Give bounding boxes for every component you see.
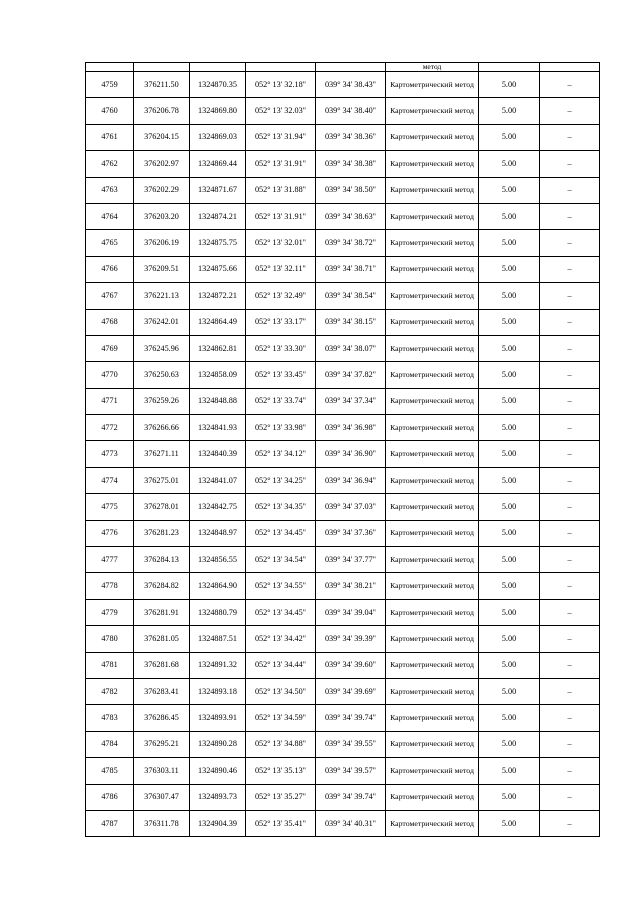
cell-empty xyxy=(540,63,600,72)
cell-x: 376203.20 xyxy=(134,203,190,229)
cell-point-number: 4774 xyxy=(86,467,134,493)
cell-point-number: 4759 xyxy=(86,72,134,98)
cell-longitude: 039° 34' 36.90" xyxy=(316,441,386,467)
cell-point-number: 4770 xyxy=(86,362,134,388)
cell-latitude: 052° 13' 34.12" xyxy=(246,441,316,467)
table-row xyxy=(86,283,600,309)
cell-method: Картометрический метод xyxy=(386,626,479,652)
cell-latitude: 052° 13' 35.13" xyxy=(246,758,316,784)
cell-latitude: 052° 13' 33.98" xyxy=(246,415,316,441)
cell-latitude: 052° 13' 33.17" xyxy=(246,309,316,335)
cell-y: 1324871.67 xyxy=(190,177,246,203)
cell-dash: – xyxy=(540,599,600,625)
cell-latitude: 052° 13' 33.30" xyxy=(246,335,316,361)
table-row xyxy=(86,731,600,757)
cell-method: Картометрический метод xyxy=(386,362,479,388)
cell-x: 376311.78 xyxy=(134,810,190,836)
cell-method: Картометрический метод xyxy=(386,758,479,784)
cell-latitude: 052° 13' 31.91" xyxy=(246,203,316,229)
cell-longitude: 039° 34' 38.63" xyxy=(316,203,386,229)
cell-x: 376281.68 xyxy=(134,652,190,678)
cell-latitude: 052° 13' 34.54" xyxy=(246,547,316,573)
cell-latitude: 052° 13' 33.74" xyxy=(246,388,316,414)
cell-point-number: 4762 xyxy=(86,151,134,177)
cell-dash: – xyxy=(540,678,600,704)
cell-x: 376250.63 xyxy=(134,362,190,388)
cell-x: 376295.21 xyxy=(134,731,190,757)
cell-empty xyxy=(190,63,246,72)
cell-point-number: 4775 xyxy=(86,494,134,520)
table-body xyxy=(86,63,600,837)
cell-y: 1324875.75 xyxy=(190,230,246,256)
cell-dash: – xyxy=(540,626,600,652)
cell-latitude: 052° 13' 34.42" xyxy=(246,626,316,652)
cell-dash: – xyxy=(540,441,600,467)
cell-latitude: 052° 13' 32.49" xyxy=(246,283,316,309)
cell-x: 376202.29 xyxy=(134,177,190,203)
cell-dash: – xyxy=(540,72,600,98)
cell-x: 376284.13 xyxy=(134,547,190,573)
table-row xyxy=(86,203,600,229)
cell-point-number: 4760 xyxy=(86,98,134,124)
table-row xyxy=(86,441,600,467)
table-row xyxy=(86,124,600,150)
cell-y: 1324864.90 xyxy=(190,573,246,599)
cell-longitude: 039° 34' 38.36" xyxy=(316,124,386,150)
cell-dash: – xyxy=(540,124,600,150)
cell-x: 376204.15 xyxy=(134,124,190,150)
cell-latitude: 052° 13' 35.41" xyxy=(246,810,316,836)
cell-point-number: 4772 xyxy=(86,415,134,441)
cell-method: Картометрический метод xyxy=(386,151,479,177)
cell-dash: – xyxy=(540,758,600,784)
cell-accuracy: 5.00 xyxy=(479,388,540,414)
cell-y: 1324874.21 xyxy=(190,203,246,229)
cell-x: 376242.01 xyxy=(134,309,190,335)
cell-method: Картометрический метод xyxy=(386,705,479,731)
table-row xyxy=(86,758,600,784)
cell-accuracy: 5.00 xyxy=(479,283,540,309)
cell-y: 1324870.35 xyxy=(190,72,246,98)
cell-latitude: 052° 13' 32.11" xyxy=(246,256,316,282)
cell-method: Картометрический метод xyxy=(386,335,479,361)
cell-latitude: 052° 13' 31.88" xyxy=(246,177,316,203)
cell-y: 1324848.88 xyxy=(190,388,246,414)
cell-dash: – xyxy=(540,810,600,836)
table-row xyxy=(86,177,600,203)
cell-x: 376286.45 xyxy=(134,705,190,731)
cell-y: 1324864.49 xyxy=(190,309,246,335)
cell-longitude: 039° 34' 38.40" xyxy=(316,98,386,124)
cell-point-number: 4782 xyxy=(86,678,134,704)
cell-y: 1324869.80 xyxy=(190,98,246,124)
cell-longitude: 039° 34' 40.31" xyxy=(316,810,386,836)
table-row xyxy=(86,230,600,256)
table-row xyxy=(86,467,600,493)
cell-method: Картометрический метод xyxy=(386,203,479,229)
cell-longitude: 039° 34' 38.21" xyxy=(316,573,386,599)
cell-accuracy: 5.00 xyxy=(479,177,540,203)
cell-accuracy: 5.00 xyxy=(479,520,540,546)
cell-longitude: 039° 34' 37.77" xyxy=(316,547,386,573)
cell-latitude: 052° 13' 34.44" xyxy=(246,652,316,678)
cell-y: 1324840.39 xyxy=(190,441,246,467)
cell-dash: – xyxy=(540,415,600,441)
table-row xyxy=(86,784,600,810)
cell-accuracy: 5.00 xyxy=(479,758,540,784)
cell-accuracy: 5.00 xyxy=(479,731,540,757)
table-row xyxy=(86,256,600,282)
cell-latitude: 052° 13' 34.45" xyxy=(246,520,316,546)
cell-longitude: 039° 34' 39.57" xyxy=(316,758,386,784)
cell-method: Картометрический метод xyxy=(386,731,479,757)
cell-accuracy: 5.00 xyxy=(479,494,540,520)
cell-latitude: 052° 13' 32.18" xyxy=(246,72,316,98)
cell-y: 1324869.44 xyxy=(190,151,246,177)
table-row xyxy=(86,599,600,625)
cell-dash: – xyxy=(540,494,600,520)
cell-method: Картометрический метод xyxy=(386,256,479,282)
cell-y: 1324875.66 xyxy=(190,256,246,282)
cell-x: 376281.23 xyxy=(134,520,190,546)
table-row xyxy=(86,547,600,573)
cell-y: 1324893.18 xyxy=(190,678,246,704)
cell-accuracy: 5.00 xyxy=(479,467,540,493)
table-row xyxy=(86,573,600,599)
cell-longitude: 039° 34' 39.74" xyxy=(316,784,386,810)
cell-method: Картометрический метод xyxy=(386,784,479,810)
cell-x: 376206.78 xyxy=(134,98,190,124)
table-row xyxy=(86,72,600,98)
cell-longitude: 039° 34' 37.03" xyxy=(316,494,386,520)
cell-point-number: 4785 xyxy=(86,758,134,784)
cell-longitude: 039° 34' 39.55" xyxy=(316,731,386,757)
cell-longitude: 039° 34' 37.36" xyxy=(316,520,386,546)
cell-point-number: 4776 xyxy=(86,520,134,546)
cell-y: 1324880.79 xyxy=(190,599,246,625)
cell-longitude: 039° 34' 39.39" xyxy=(316,626,386,652)
cell-accuracy: 5.00 xyxy=(479,415,540,441)
table-row xyxy=(86,810,600,836)
cell-latitude: 052° 13' 32.03" xyxy=(246,98,316,124)
cell-method: Картометрический метод xyxy=(386,494,479,520)
cell-empty xyxy=(246,63,316,72)
cell-dash: – xyxy=(540,283,600,309)
cell-accuracy: 5.00 xyxy=(479,678,540,704)
cell-x: 376221.13 xyxy=(134,283,190,309)
cell-point-number: 4773 xyxy=(86,441,134,467)
cell-latitude: 052° 13' 31.91" xyxy=(246,151,316,177)
cell-dash: – xyxy=(540,151,600,177)
cell-dash: – xyxy=(540,705,600,731)
table-row xyxy=(86,388,600,414)
table-row xyxy=(86,626,600,652)
cell-longitude: 039° 34' 38.38" xyxy=(316,151,386,177)
cell-longitude: 039° 34' 38.72" xyxy=(316,230,386,256)
cell-y: 1324856.55 xyxy=(190,547,246,573)
cell-empty xyxy=(479,63,540,72)
cell-longitude: 039° 34' 39.69" xyxy=(316,678,386,704)
cell-dash: – xyxy=(540,362,600,388)
cell-y: 1324841.93 xyxy=(190,415,246,441)
cell-latitude: 052° 13' 34.35" xyxy=(246,494,316,520)
cell-latitude: 052° 13' 33.45" xyxy=(246,362,316,388)
cell-y: 1324893.91 xyxy=(190,705,246,731)
cell-x: 376281.05 xyxy=(134,626,190,652)
cell-dash: – xyxy=(540,573,600,599)
cell-latitude: 052° 13' 34.45" xyxy=(246,599,316,625)
cell-y: 1324890.28 xyxy=(190,731,246,757)
cell-dash: – xyxy=(540,335,600,361)
cell-method: Картометрический метод xyxy=(386,415,479,441)
cell-accuracy: 5.00 xyxy=(479,151,540,177)
cell-method: Картометрический метод xyxy=(386,72,479,98)
cell-longitude: 039° 34' 38.07" xyxy=(316,335,386,361)
cell-accuracy: 5.00 xyxy=(479,705,540,731)
cell-y: 1324842.75 xyxy=(190,494,246,520)
cell-latitude: 052° 13' 34.25" xyxy=(246,467,316,493)
cell-method-partial: метод xyxy=(386,63,479,72)
table-row xyxy=(86,335,600,361)
table-row xyxy=(86,98,600,124)
cell-accuracy: 5.00 xyxy=(479,124,540,150)
cell-y: 1324862.81 xyxy=(190,335,246,361)
cell-accuracy: 5.00 xyxy=(479,810,540,836)
cell-longitude: 039° 34' 36.98" xyxy=(316,415,386,441)
cell-point-number: 4766 xyxy=(86,256,134,282)
cell-point-number: 4777 xyxy=(86,547,134,573)
cell-dash: – xyxy=(540,388,600,414)
cell-accuracy: 5.00 xyxy=(479,547,540,573)
cell-longitude: 039° 34' 39.60" xyxy=(316,652,386,678)
cell-y: 1324890.46 xyxy=(190,758,246,784)
cell-method: Картометрический метод xyxy=(386,230,479,256)
cell-point-number: 4763 xyxy=(86,177,134,203)
cell-longitude: 039° 34' 37.82" xyxy=(316,362,386,388)
table-row xyxy=(86,652,600,678)
cell-method: Картометрический метод xyxy=(386,652,479,678)
cell-point-number: 4765 xyxy=(86,230,134,256)
cell-longitude: 039° 34' 36.94" xyxy=(316,467,386,493)
cell-dash: – xyxy=(540,520,600,546)
cell-method: Картометрический метод xyxy=(386,283,479,309)
cell-x: 376266.66 xyxy=(134,415,190,441)
cell-latitude: 052° 13' 32.01" xyxy=(246,230,316,256)
cell-longitude: 039° 34' 39.04" xyxy=(316,599,386,625)
cell-y: 1324887.51 xyxy=(190,626,246,652)
cell-x: 376211.50 xyxy=(134,72,190,98)
cell-y: 1324872.21 xyxy=(190,283,246,309)
cell-accuracy: 5.00 xyxy=(479,256,540,282)
cell-accuracy: 5.00 xyxy=(479,573,540,599)
cell-longitude: 039° 34' 38.54" xyxy=(316,283,386,309)
cell-x: 376259.26 xyxy=(134,388,190,414)
cell-x: 376284.82 xyxy=(134,573,190,599)
cell-accuracy: 5.00 xyxy=(479,784,540,810)
cell-empty xyxy=(134,63,190,72)
cell-accuracy: 5.00 xyxy=(479,599,540,625)
cell-y: 1324891.32 xyxy=(190,652,246,678)
cell-accuracy: 5.00 xyxy=(479,72,540,98)
cell-accuracy: 5.00 xyxy=(479,98,540,124)
cell-point-number: 4767 xyxy=(86,283,134,309)
cell-point-number: 4780 xyxy=(86,626,134,652)
cell-x: 376278.01 xyxy=(134,494,190,520)
cell-dash: – xyxy=(540,467,600,493)
cell-y: 1324893.73 xyxy=(190,784,246,810)
cell-y: 1324841.07 xyxy=(190,467,246,493)
cell-dash: – xyxy=(540,309,600,335)
cell-x: 376307.47 xyxy=(134,784,190,810)
cell-latitude: 052° 13' 34.59" xyxy=(246,705,316,731)
cell-point-number: 4784 xyxy=(86,731,134,757)
cell-method: Картометрический метод xyxy=(386,599,479,625)
cell-x: 376209.51 xyxy=(134,256,190,282)
cell-point-number: 4779 xyxy=(86,599,134,625)
cell-latitude: 052° 13' 34.88" xyxy=(246,731,316,757)
cell-point-number: 4778 xyxy=(86,573,134,599)
cell-dash: – xyxy=(540,547,600,573)
cell-dash: – xyxy=(540,203,600,229)
cell-point-number: 4787 xyxy=(86,810,134,836)
table-row xyxy=(86,494,600,520)
cell-latitude: 052° 13' 34.50" xyxy=(246,678,316,704)
coordinates-table xyxy=(85,62,600,837)
cell-point-number: 4761 xyxy=(86,124,134,150)
cell-y: 1324869.03 xyxy=(190,124,246,150)
cell-point-number: 4771 xyxy=(86,388,134,414)
cell-y: 1324858.09 xyxy=(190,362,246,388)
continued-header-row xyxy=(86,63,600,72)
cell-latitude: 052° 13' 31.94" xyxy=(246,124,316,150)
cell-longitude: 039° 34' 38.71" xyxy=(316,256,386,282)
table-row xyxy=(86,678,600,704)
cell-point-number: 4783 xyxy=(86,705,134,731)
cell-accuracy: 5.00 xyxy=(479,203,540,229)
cell-x: 376271.11 xyxy=(134,441,190,467)
table-row xyxy=(86,151,600,177)
cell-y: 1324848.97 xyxy=(190,520,246,546)
cell-method: Картометрический метод xyxy=(386,309,479,335)
cell-x: 376245.96 xyxy=(134,335,190,361)
cell-x: 376303.11 xyxy=(134,758,190,784)
cell-dash: – xyxy=(540,784,600,810)
table-row xyxy=(86,309,600,335)
cell-longitude: 039° 34' 39.74" xyxy=(316,705,386,731)
cell-point-number: 4786 xyxy=(86,784,134,810)
cell-method: Картометрический метод xyxy=(386,124,479,150)
cell-method: Картометрический метод xyxy=(386,441,479,467)
cell-y: 1324904.39 xyxy=(190,810,246,836)
cell-method: Картометрический метод xyxy=(386,520,479,546)
cell-method: Картометрический метод xyxy=(386,467,479,493)
cell-point-number: 4764 xyxy=(86,203,134,229)
table-row xyxy=(86,362,600,388)
table-row xyxy=(86,705,600,731)
cell-accuracy: 5.00 xyxy=(479,335,540,361)
cell-longitude: 039° 34' 38.50" xyxy=(316,177,386,203)
cell-accuracy: 5.00 xyxy=(479,626,540,652)
cell-accuracy: 5.00 xyxy=(479,309,540,335)
cell-dash: – xyxy=(540,98,600,124)
cell-longitude: 039° 34' 38.15" xyxy=(316,309,386,335)
cell-dash: – xyxy=(540,177,600,203)
cell-latitude: 052° 13' 34.55" xyxy=(246,573,316,599)
cell-method: Картометрический метод xyxy=(386,573,479,599)
cell-method: Картометрический метод xyxy=(386,547,479,573)
cell-accuracy: 5.00 xyxy=(479,441,540,467)
cell-accuracy: 5.00 xyxy=(479,652,540,678)
cell-dash: – xyxy=(540,652,600,678)
cell-empty xyxy=(86,63,134,72)
cell-dash: – xyxy=(540,256,600,282)
cell-dash: – xyxy=(540,731,600,757)
cell-method: Картометрический метод xyxy=(386,98,479,124)
cell-x: 376283.41 xyxy=(134,678,190,704)
cell-point-number: 4768 xyxy=(86,309,134,335)
cell-point-number: 4781 xyxy=(86,652,134,678)
table-row xyxy=(86,415,600,441)
cell-dash: – xyxy=(540,230,600,256)
cell-accuracy: 5.00 xyxy=(479,362,540,388)
cell-accuracy: 5.00 xyxy=(479,230,540,256)
cell-method: Картометрический метод xyxy=(386,177,479,203)
cell-x: 376202.97 xyxy=(134,151,190,177)
table-row xyxy=(86,520,600,546)
cell-empty xyxy=(316,63,386,72)
cell-method: Картометрический метод xyxy=(386,678,479,704)
cell-x: 376275.01 xyxy=(134,467,190,493)
cell-method: Картометрический метод xyxy=(386,810,479,836)
cell-longitude: 039° 34' 37.34" xyxy=(316,388,386,414)
cell-x: 376206.19 xyxy=(134,230,190,256)
cell-longitude: 039° 34' 38.43" xyxy=(316,72,386,98)
cell-method: Картометрический метод xyxy=(386,388,479,414)
cell-point-number: 4769 xyxy=(86,335,134,361)
cell-latitude: 052° 13' 35.27" xyxy=(246,784,316,810)
cell-x: 376281.91 xyxy=(134,599,190,625)
